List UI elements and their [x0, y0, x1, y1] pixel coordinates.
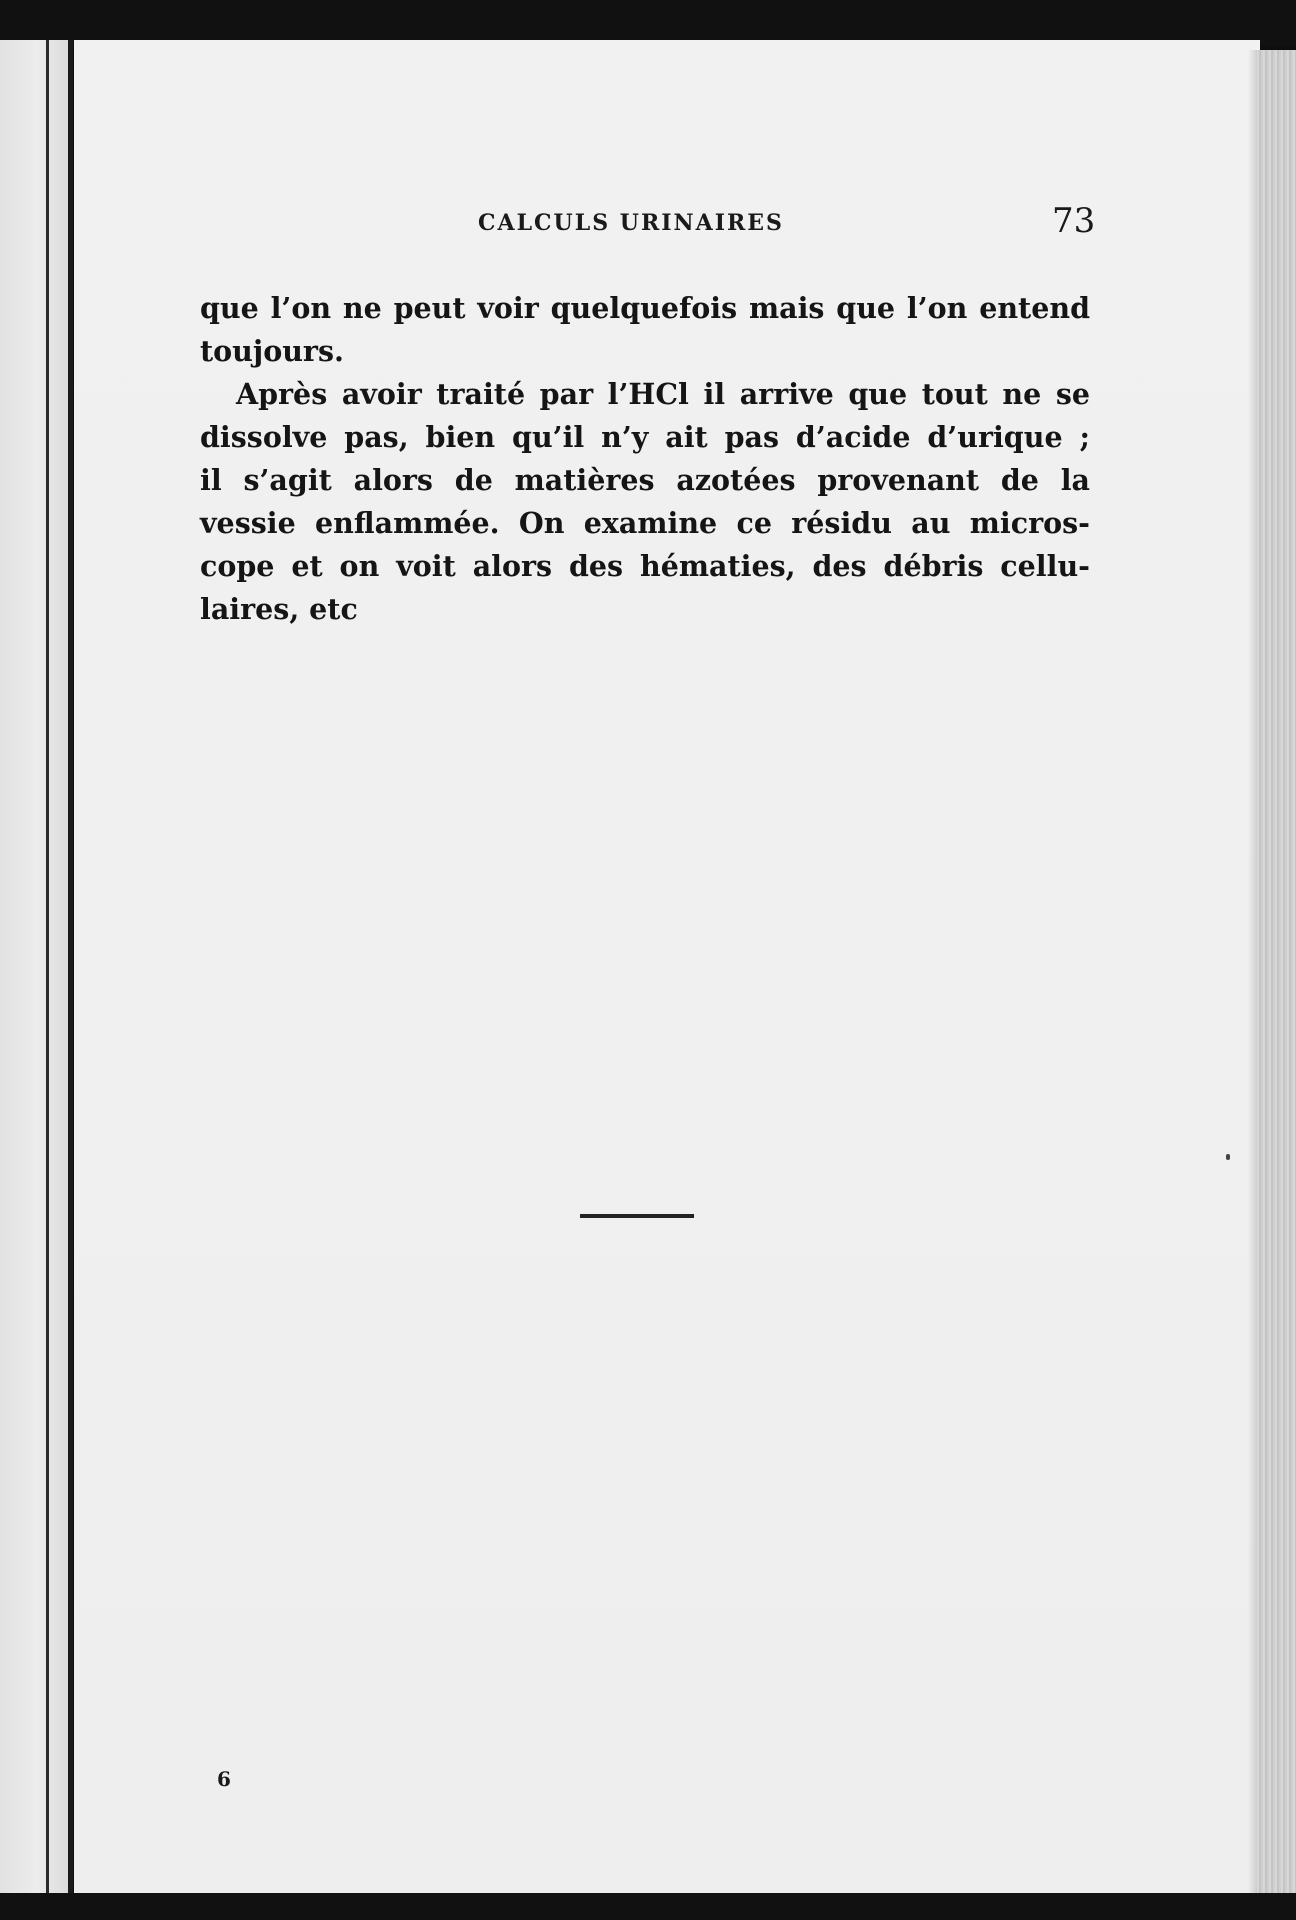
- scan-frame-bottom: [0, 1893, 1296, 1920]
- text-line: que l’on ne peut voir quelquefois mais que l’on entend: [200, 291, 1090, 325]
- running-head: [0, 203, 1296, 243]
- text-line: vessie enflammée. On examine ce résidu au micros-: [200, 506, 1090, 540]
- body-text: [200, 287, 1090, 631]
- scan-speck: [1226, 1154, 1230, 1160]
- gutter-line: [68, 40, 73, 1893]
- text-line: cope et on voit alors des hématies, des débris cellu-: [200, 549, 1090, 583]
- page-number: 73: [1052, 201, 1096, 241]
- signature-mark: 6: [217, 1767, 231, 1791]
- page-edge-shadow: [1248, 50, 1256, 1893]
- text-line: Après avoir traité par l’HCl il arrive que tout ne se: [236, 377, 1090, 411]
- text-line: toujours.: [200, 334, 344, 368]
- text-line: il s’agit alors de matières azotées provenant de la: [200, 463, 1090, 497]
- page-stack-edge: [1256, 50, 1296, 1893]
- gutter-shadow: [46, 40, 49, 1893]
- running-title: CALCULS URINAIRES: [478, 210, 784, 236]
- adjacent-page-edge: [0, 40, 68, 1893]
- text-line: laires, etc: [200, 592, 358, 626]
- text-line: dissolve pas, bien qu’il n’y ait pas d’acide d’urique ;: [200, 420, 1090, 454]
- section-end-rule: [580, 1214, 694, 1218]
